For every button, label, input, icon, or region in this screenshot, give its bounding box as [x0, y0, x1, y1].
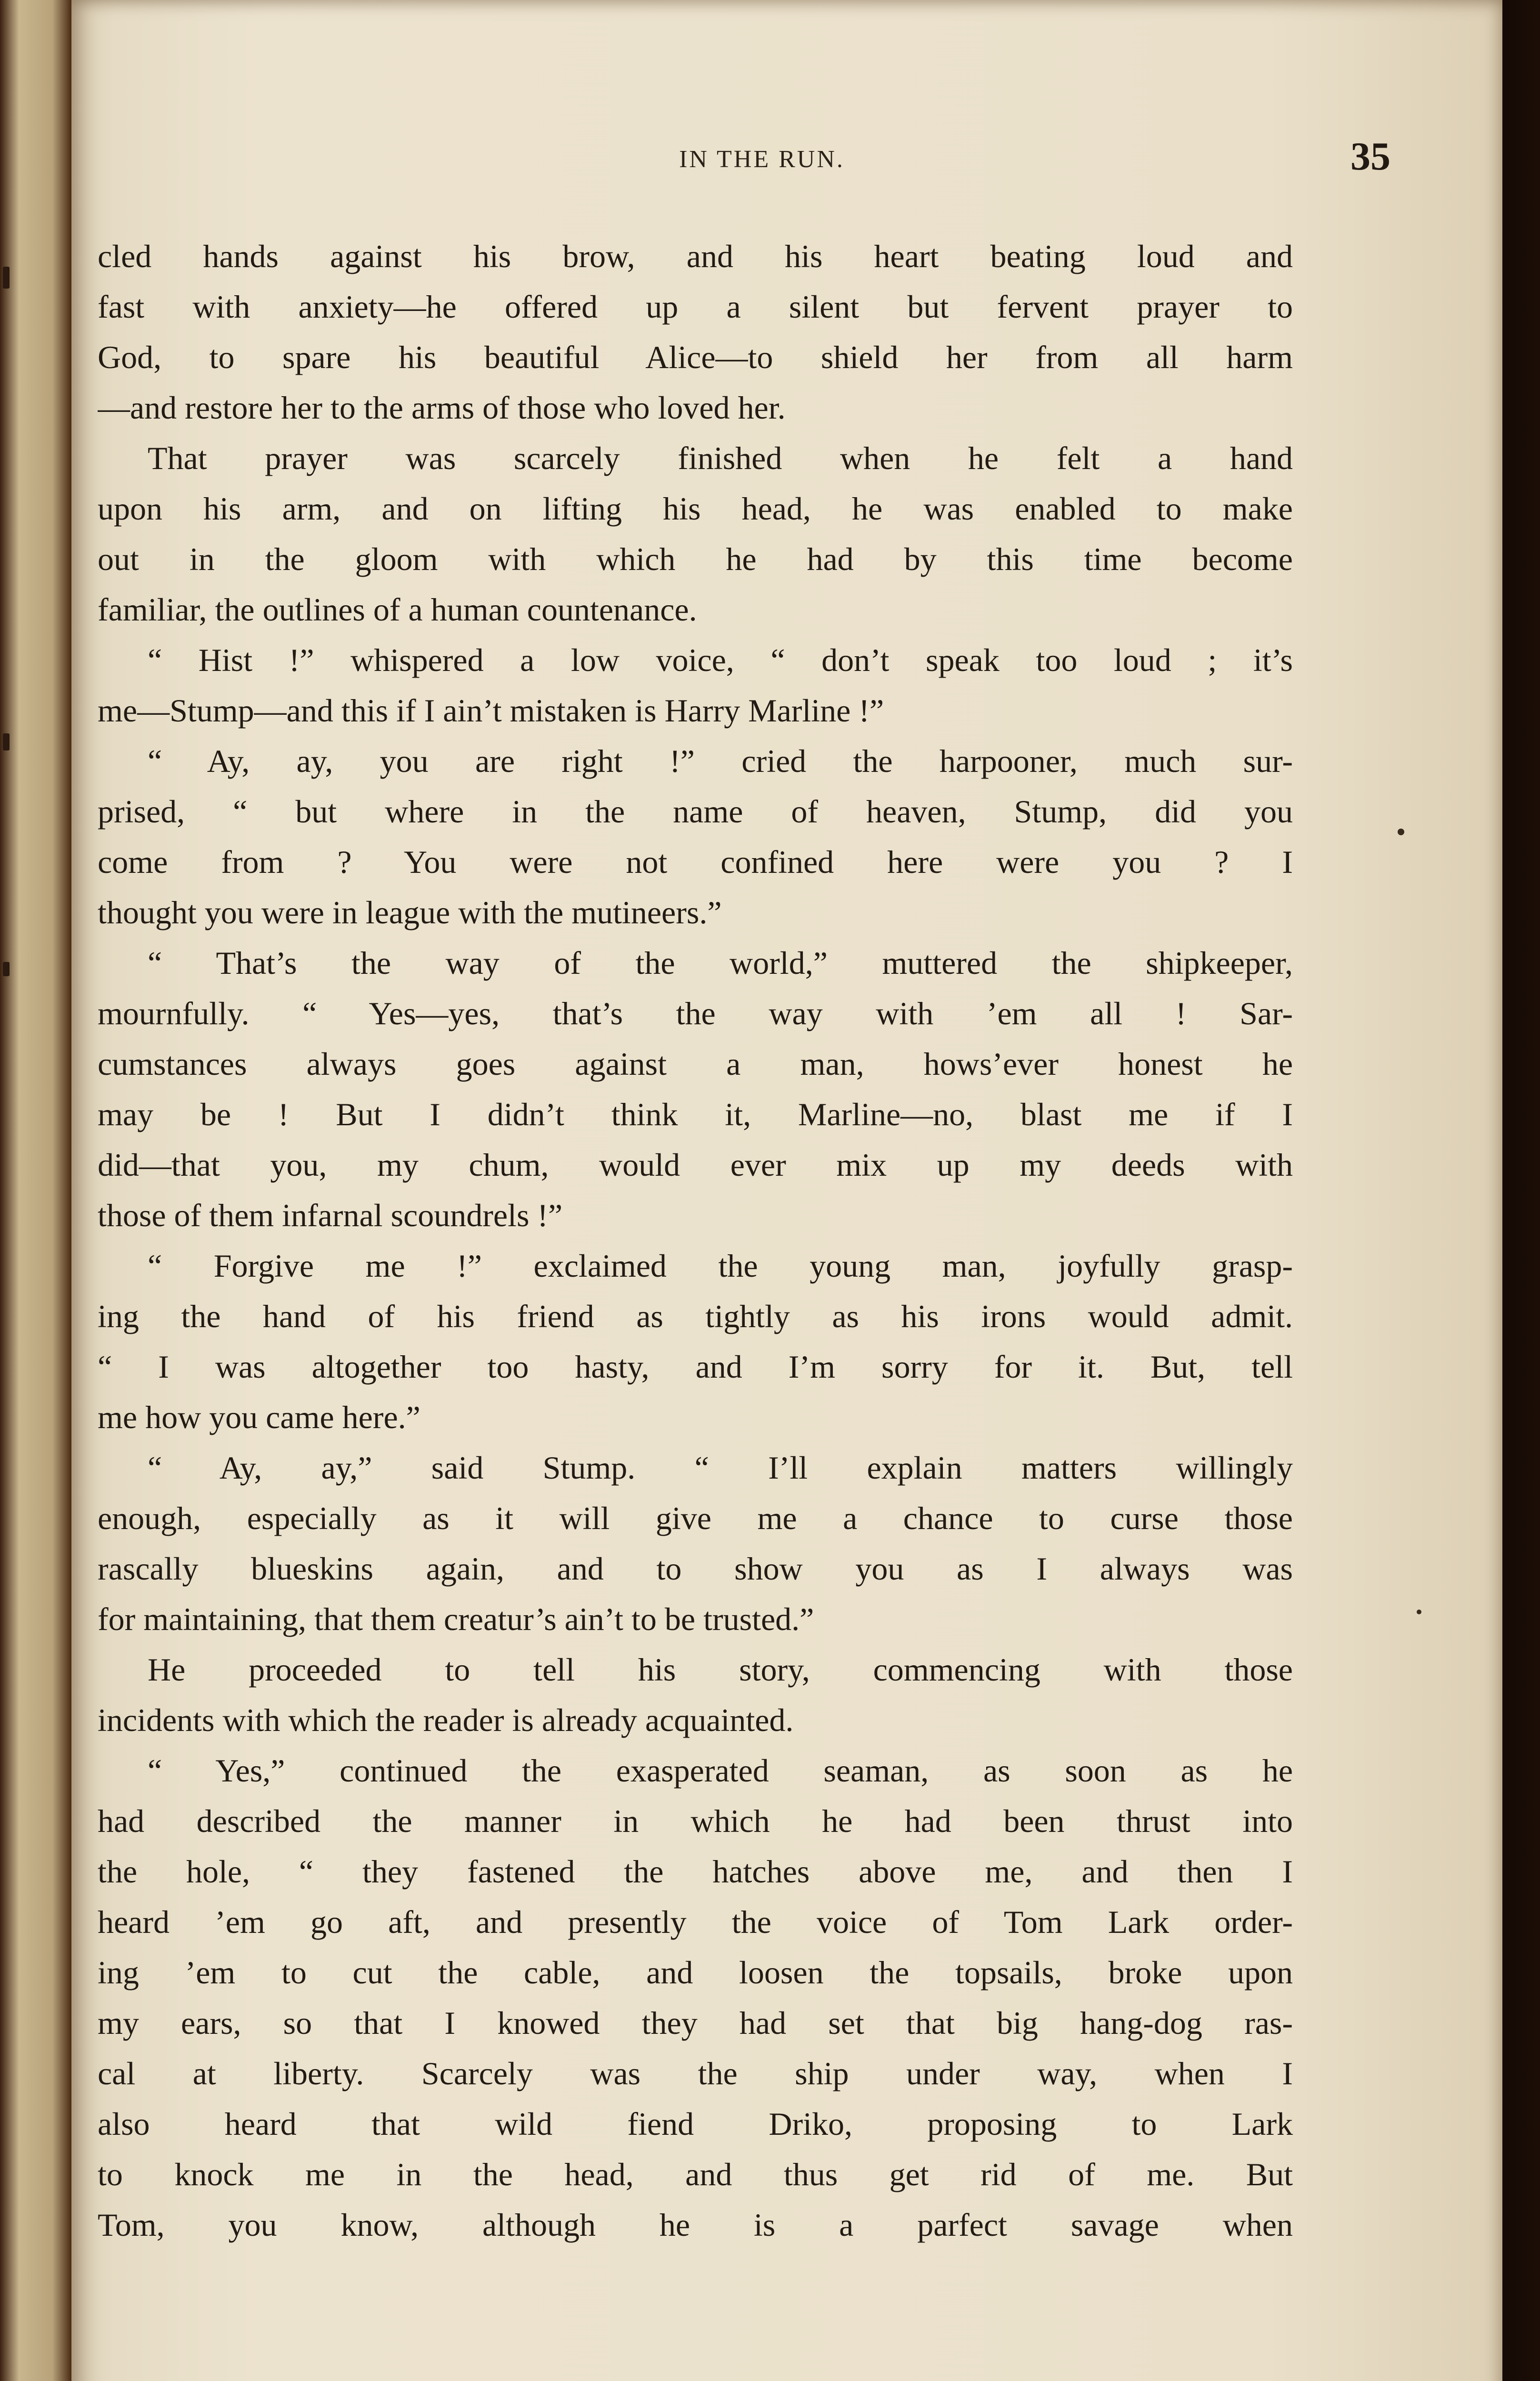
text-line: —and restore her to the arms of those who loved her.: [98, 390, 786, 426]
text-line: cumstances always goes against a man, hows’ever honest he: [98, 1046, 1293, 1082]
text-line: “ Ay, ay, you are right !” cried the harpooner, much sur-: [148, 743, 1293, 779]
text-line: incidents with which the reader is already acquainted.: [98, 1702, 794, 1738]
text-line: Tom, you know, although he is a parfect savage when: [98, 2207, 1293, 2243]
text-line: also heard that wild fiend Driko, proposing to Lark: [98, 2106, 1293, 2142]
text-line: me how you came here.”: [98, 1399, 420, 1435]
text-line: ing the hand of his friend as tightly as his irons would admit.: [98, 1298, 1293, 1334]
text-line: come from ? You were not confined here were you ? I: [98, 844, 1293, 880]
text-line: upon his arm, and on lifting his head, he was enabled to make: [98, 490, 1293, 527]
text-line: cal at liberty. Scarcely was the ship under way, when I: [98, 2055, 1293, 2091]
text-line: cled hands against his brow, and his heart beating loud and: [98, 238, 1293, 274]
previous-page-print-fragment: [3, 267, 10, 289]
page-number: 35: [1350, 134, 1390, 179]
previous-page-print-fragment: [3, 733, 10, 750]
text-line: to knock me in the head, and thus get rid of me. But: [98, 2156, 1293, 2192]
previous-page-edge: [0, 0, 71, 2381]
text-line: God, to spare his beautiful Alice—to shield her from all harm: [98, 339, 1293, 375]
text-line: heard ’em go aft, and presently the voice of Tom Lark order-: [98, 1904, 1293, 1940]
text-line: That prayer was scarcely finished when he felt a hand: [148, 440, 1293, 476]
text-line: “ Hist !” whispered a low voice, “ don’t speak too loud ; it’s: [148, 642, 1293, 678]
text-line: for maintaining, that them creatur’s ain’t to be trusted.”: [98, 1601, 814, 1637]
ink-speck: [1398, 829, 1404, 835]
text-line: those of them infarnal scoundrels !”: [98, 1197, 563, 1233]
text-line: me—Stump—and this if I ain’t mistaken is Harry Marline !”: [98, 692, 884, 729]
text-line: rascally blueskins again, and to show you as I always was: [98, 1551, 1293, 1587]
previous-page-print-fragment: [3, 962, 10, 976]
text-line: He proceeded to tell his story, commencing with those: [148, 1651, 1293, 1688]
text-line: “ Ay, ay,” said Stump. “ I’ll explain matters willingly: [148, 1450, 1293, 1486]
running-title: IN THE RUN.: [679, 146, 845, 173]
text-line: out in the gloom with which he had by this time become: [98, 541, 1293, 577]
text-line: may be ! But I didn’t think it, Marline—no, blast me if I: [98, 1096, 1293, 1132]
text-line: did—that you, my chum, would ever mix up my deeds with: [98, 1147, 1293, 1183]
text-line: the hole, “ they fastened the hatches above me, and then I: [98, 1853, 1293, 1890]
text-line: thought you were in league with the mutineers.”: [98, 894, 722, 930]
text-line: my ears, so that I knowed they had set that big hang-dog ras-: [98, 2005, 1293, 2041]
text-line: prised, “ but where in the name of heaven, Stump, did you: [98, 793, 1293, 830]
text-line: had described the manner in which he had been thrust into: [98, 1803, 1293, 1839]
ink-speck: [1417, 1610, 1421, 1614]
text-line: enough, especially as it will give me a chance to curse those: [98, 1500, 1293, 1536]
text-line: “ Forgive me !” exclaimed the young man, joyfully grasp-: [148, 1248, 1293, 1284]
text-line: mournfully. “ Yes—yes, that’s the way with ’em all ! Sar-: [98, 995, 1293, 1031]
text-line: fast with anxiety—he offered up a silent but fervent prayer to: [98, 289, 1293, 325]
page-header: [71, 0, 1502, 229]
body-text: [98, 231, 1293, 2250]
text-line: “ That’s the way of the world,” muttered the shipkeeper,: [148, 945, 1293, 981]
text-line: “ Yes,” continued the exasperated seaman, as soon as he: [148, 1752, 1293, 1789]
text-line: ing ’em to cut the cable, and loosen the topsails, broke upon: [98, 1954, 1293, 1991]
text-line: familiar, the outlines of a human countenance.: [98, 591, 697, 628]
text-line: “ I was altogether too hasty, and I’m sorry for it. But, tell: [98, 1349, 1293, 1385]
